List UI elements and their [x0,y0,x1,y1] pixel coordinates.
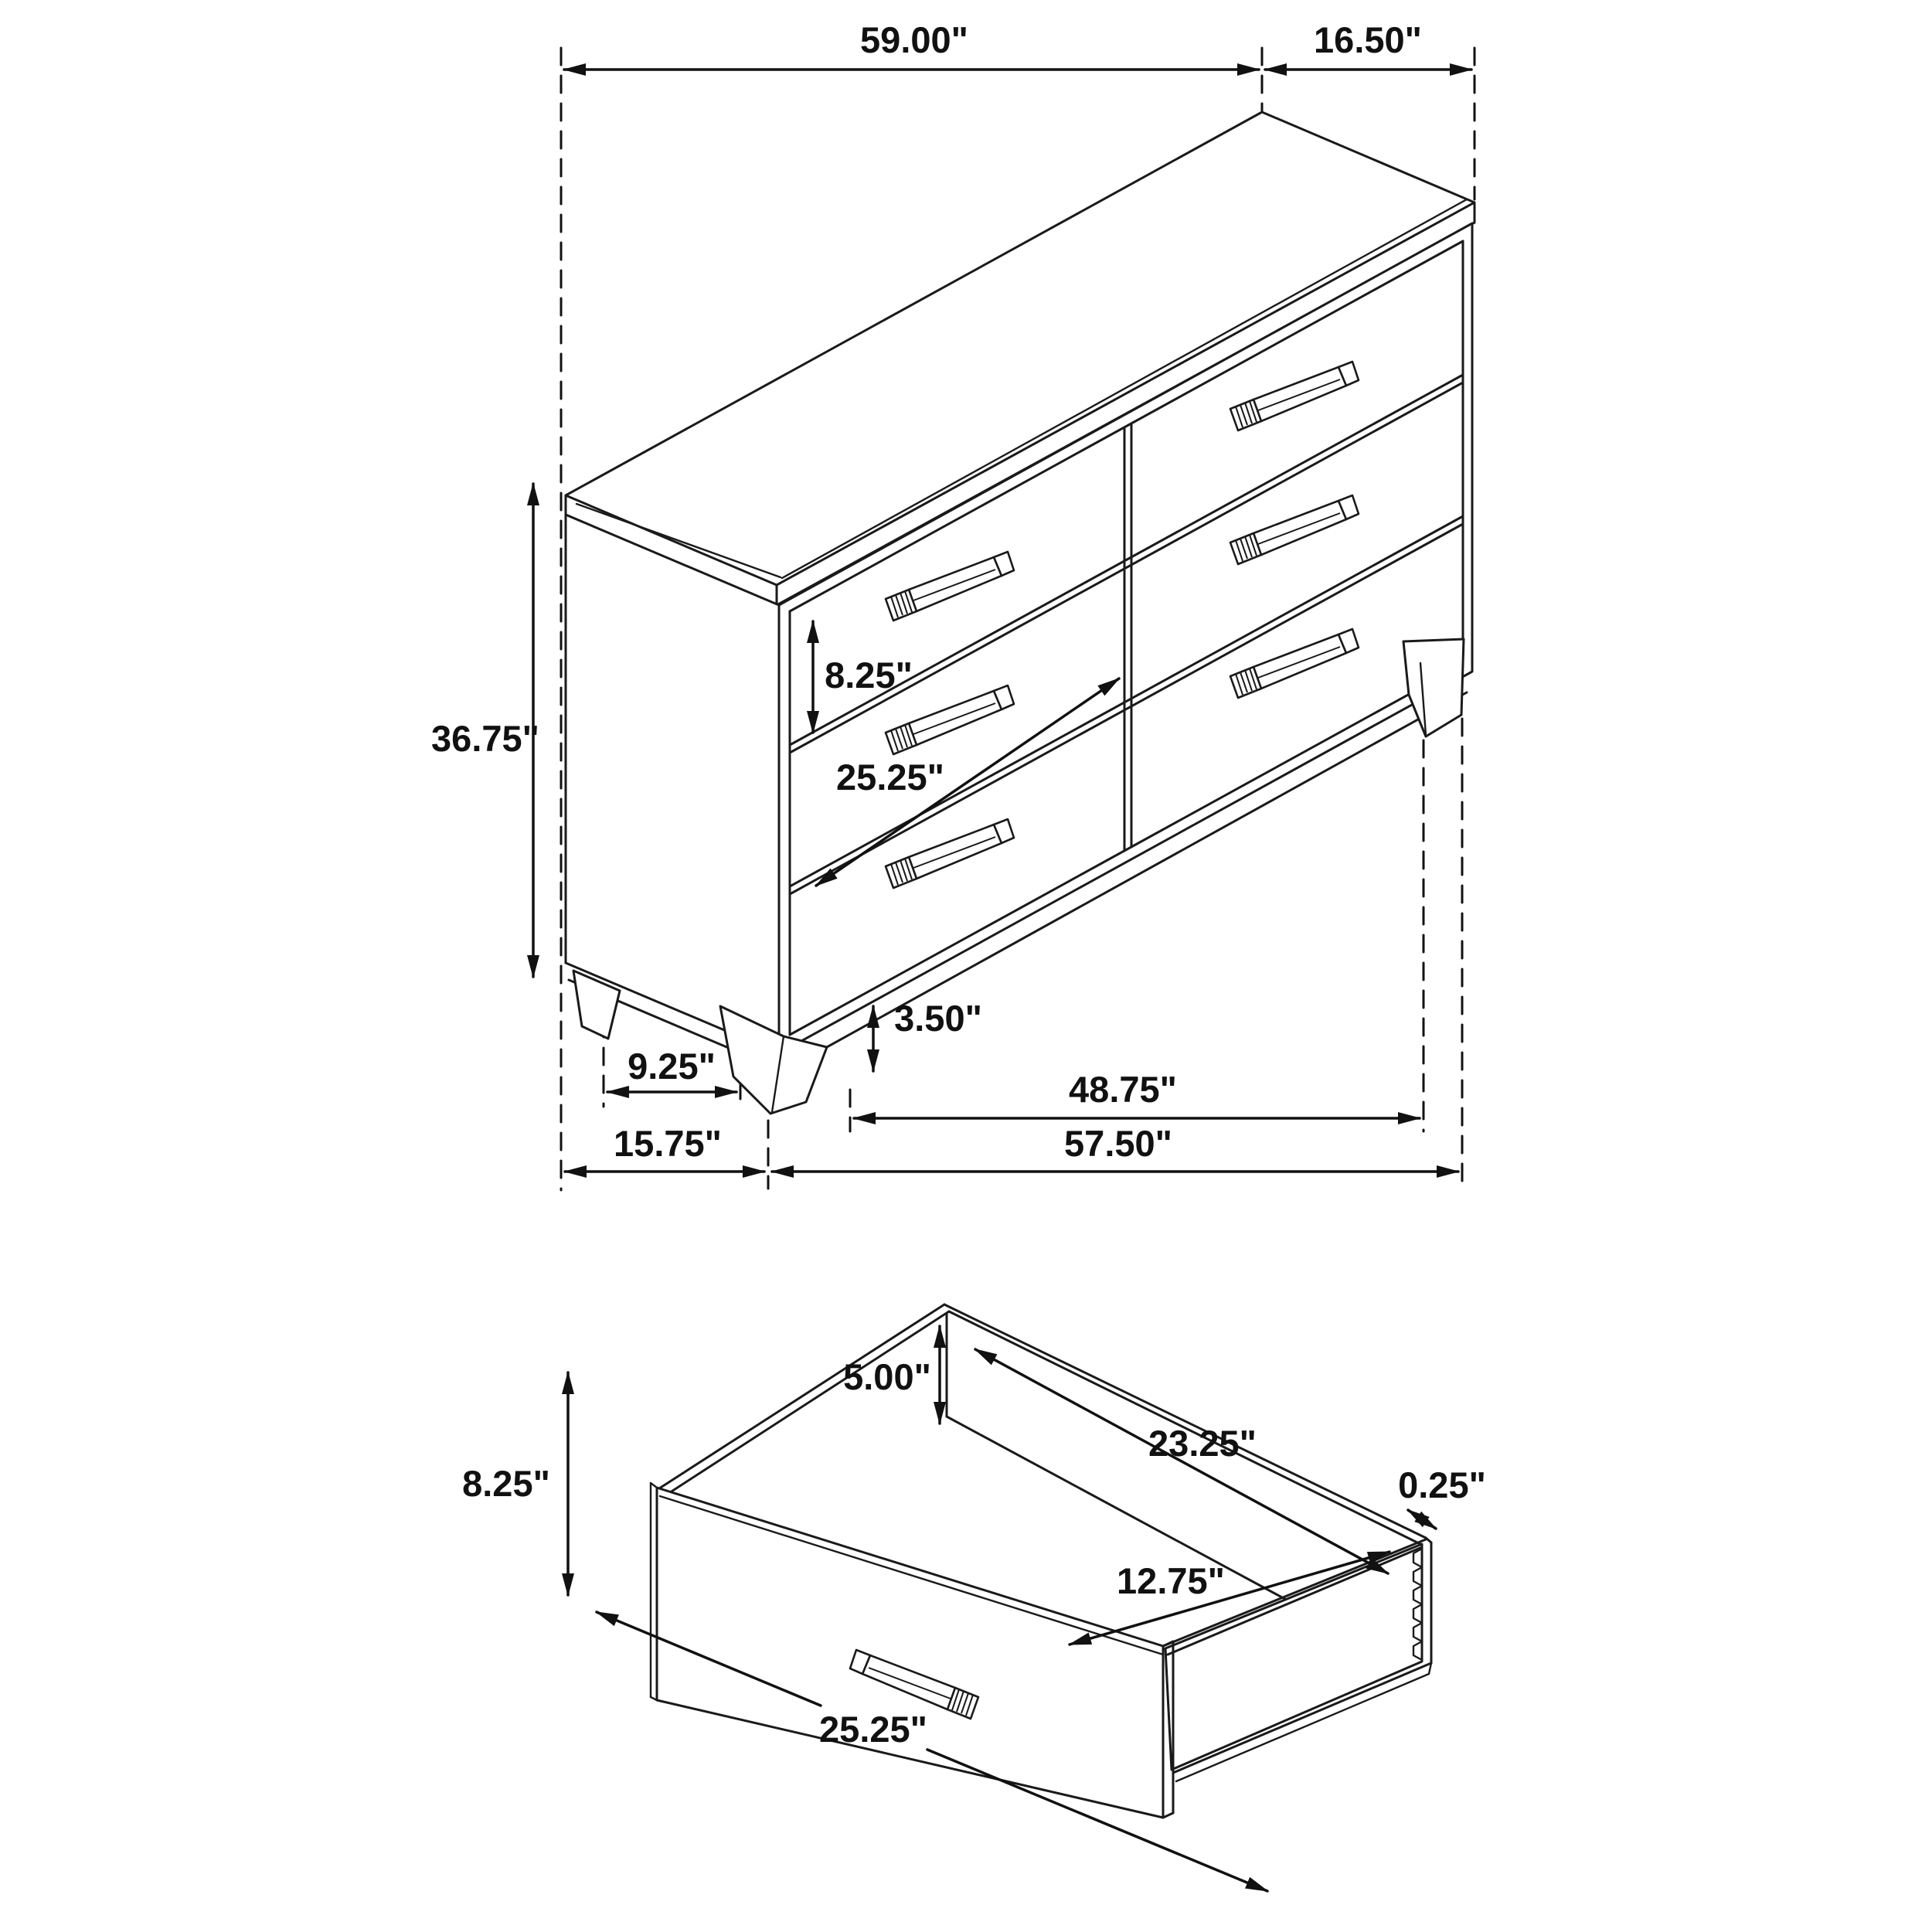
dim-label-base-width: 57.50" [1064,1123,1172,1164]
dresser-left-side [566,515,779,1053]
dim-label-top-depth: 16.50" [1314,19,1422,60]
dim-label-drawer-width: 25.25" [836,757,944,798]
dim-label-foot-height: 3.50" [894,998,982,1039]
dim-label-panel-thickness: 0.25" [1398,1464,1486,1505]
dim-label-foot-offset: 9.25" [628,1046,716,1087]
dim-label-inner-height: 5.00" [843,1356,931,1397]
drawer-box [651,1304,1431,1818]
dim-label-drawer-height: 8.25" [825,655,913,696]
dresser-view [431,19,1475,1190]
dim-label-front-width: 25.25" [819,1709,927,1750]
dim-label-front-height: 8.25" [462,1463,550,1504]
dim-label-inner-length: 23.25" [1148,1423,1257,1464]
dim-label-inner-depth: 12.75" [1117,1560,1225,1601]
dim-label-base-depth: 15.75" [614,1123,722,1164]
dim-label-height: 36.75" [431,718,539,759]
dim-label-feet-inner-span: 48.75" [1069,1069,1177,1110]
drawer-view [462,1304,1486,1891]
drawer-front-panel [657,1488,1163,1818]
dim-line-panel-thickness [1408,1510,1436,1529]
dim-label-top-width: 59.00" [860,19,968,60]
